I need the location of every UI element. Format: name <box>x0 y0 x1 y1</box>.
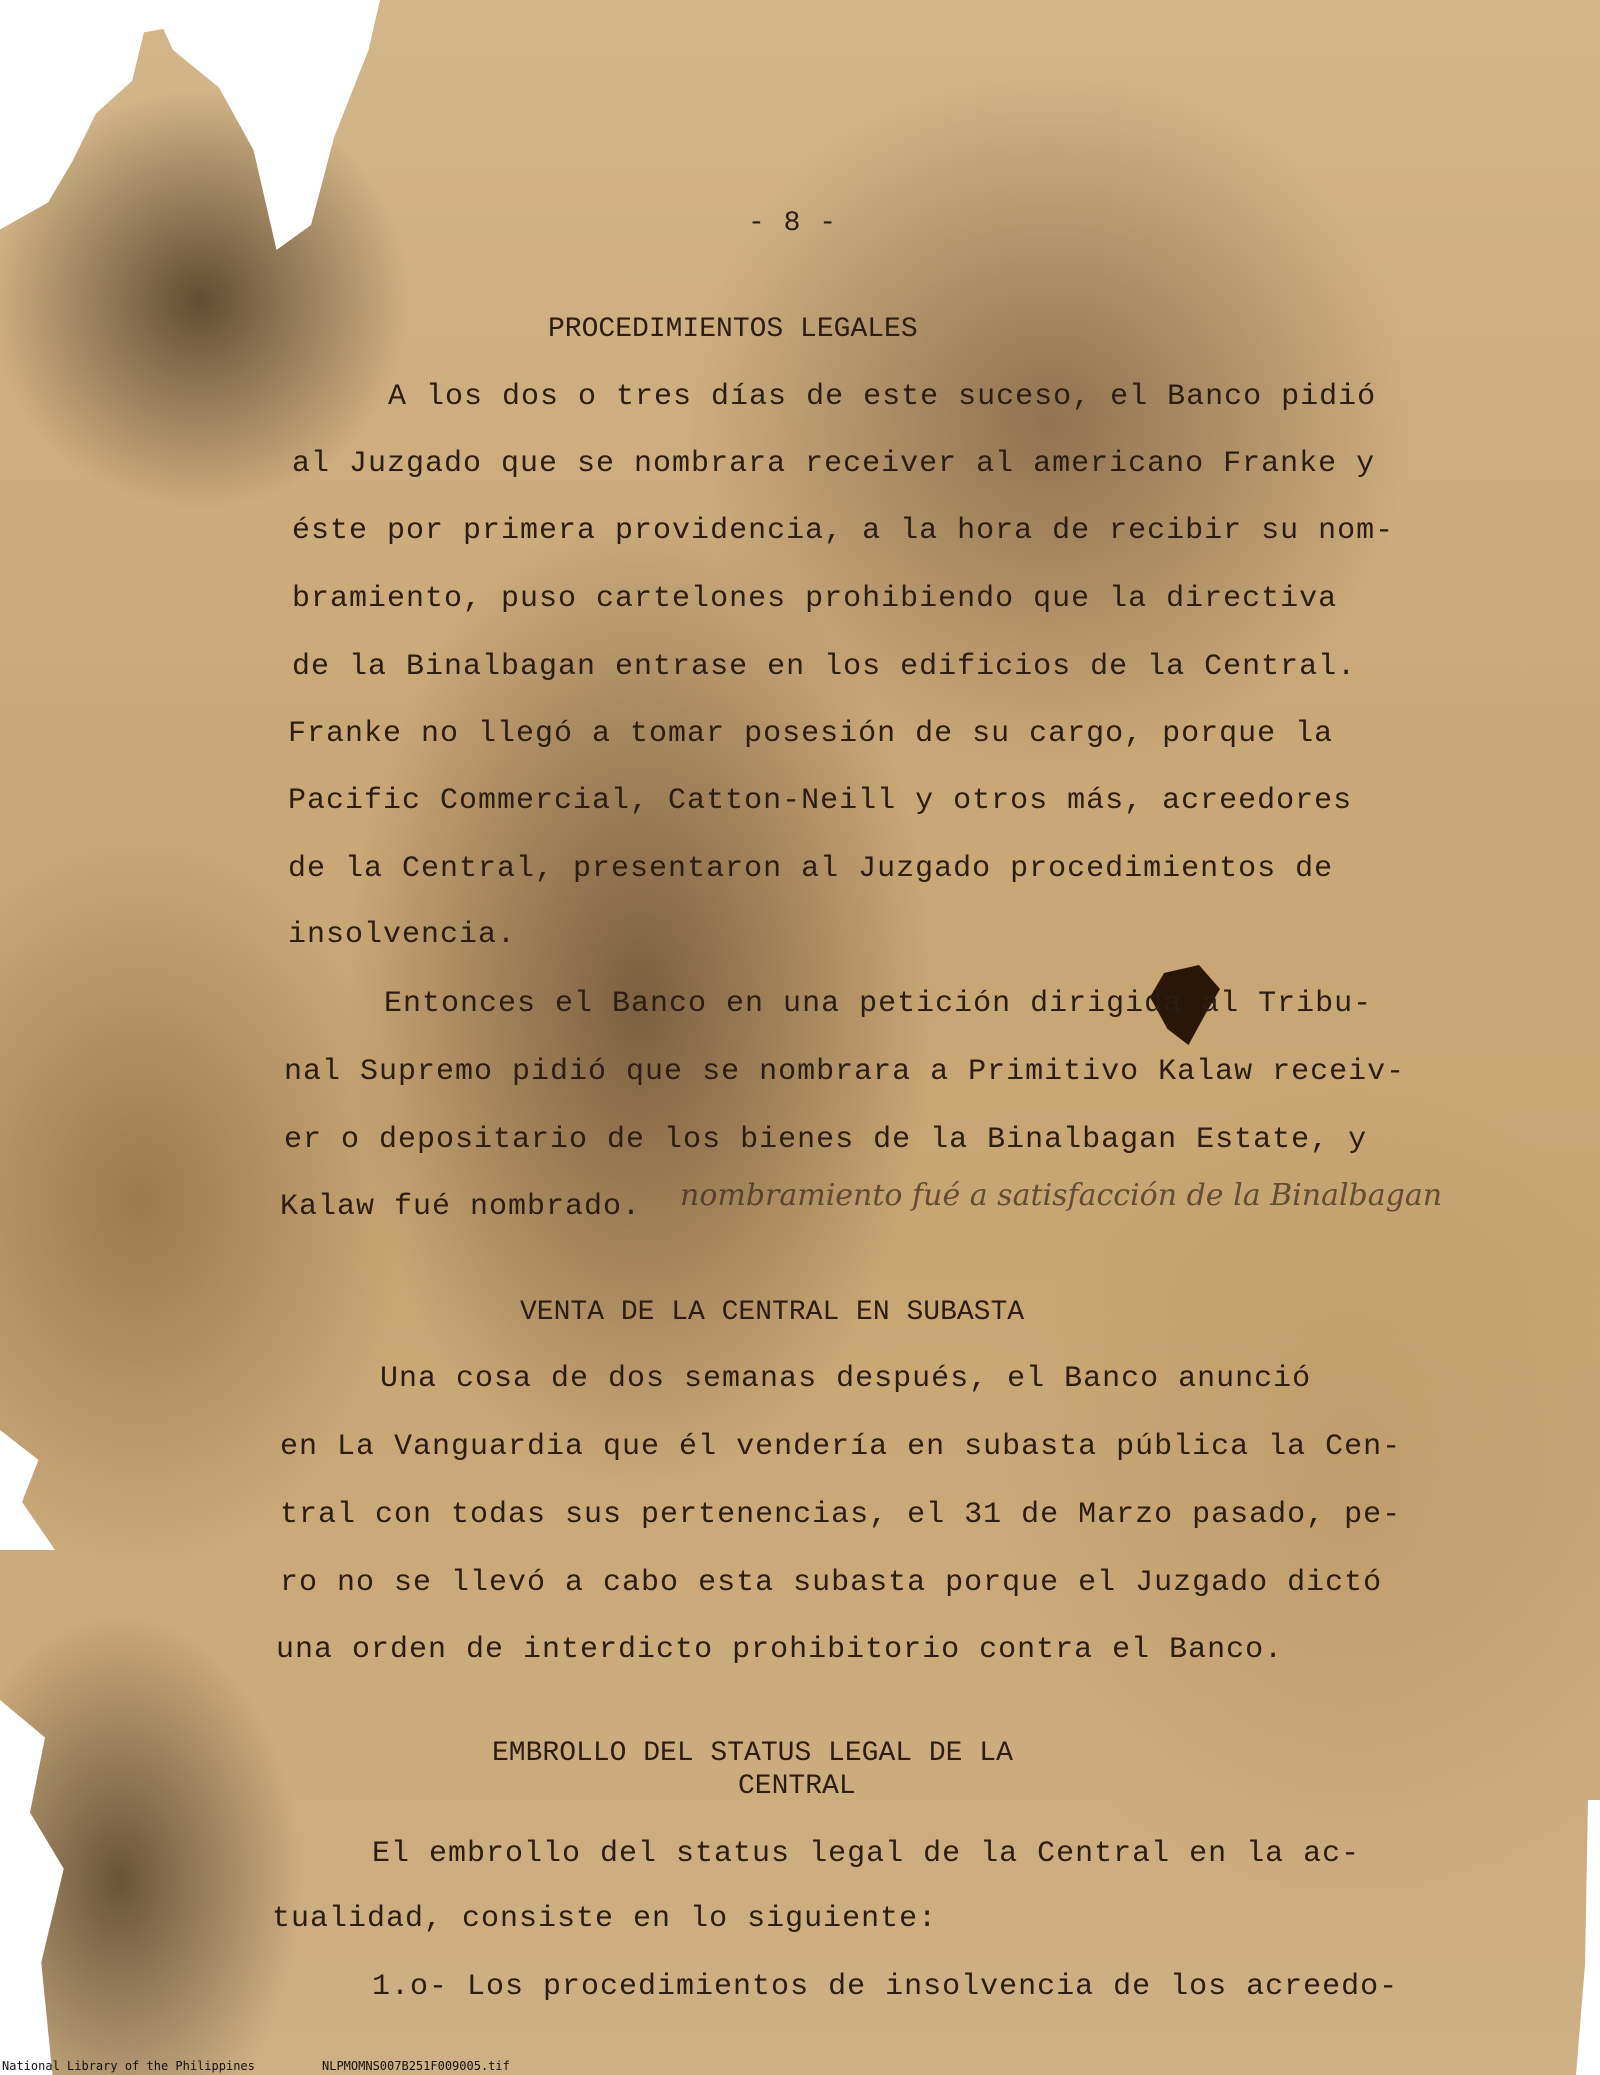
text-line: Entonces el Banco en una petición dirigida al Tribu- <box>384 987 1373 1021</box>
torn-edge <box>0 1700 75 2075</box>
section-heading: EMBROLLO DEL STATUS LEGAL DE LA <box>492 1738 1013 1769</box>
text-line: tral con todas sus pertenencias, el 31 de Marzo pasado, pe- <box>280 1498 1402 1532</box>
text-line: El embrollo del status legal de la Central en la ac- <box>372 1837 1361 1871</box>
text-line: de la Central, presentaron al Juzgado procedimientos de <box>288 852 1334 886</box>
text-line: insolvencia. <box>288 918 517 952</box>
text-line: éste por primera providencia, a la hora de recibir su nom- <box>292 514 1395 548</box>
text-line: una orden de interdicto prohibitorio contra el Banco. <box>276 1633 1284 1667</box>
text-line: 1.o- Los procedimientos de insolvencia de los acreedo- <box>372 1970 1399 2004</box>
text-line: Una cosa de dos semanas después, el Banco anunció <box>380 1362 1312 1396</box>
torn-edge <box>0 1430 55 1550</box>
section-heading: CENTRAL <box>738 1771 856 1802</box>
text-line: er o depositario de los bienes de la Binalbagan Estate, y <box>284 1123 1368 1157</box>
text-line: en La Vanguardia que él vendería en subasta pública la Cen- <box>280 1430 1402 1464</box>
text-line: ro no se llevó a cabo esta subasta porque el Juzgado dictó <box>280 1566 1383 1600</box>
page-number: - 8 - <box>748 208 838 239</box>
handwritten-note: nombramiento fué a satisfacción de la Binalbagan <box>680 1178 1443 1213</box>
footer-file-name: NLPMOMNS007B251F009005.tif <box>322 2059 510 2073</box>
section-heading: PROCEDIMIENTOS LEGALES <box>548 314 918 345</box>
section-heading: VENTA DE LA CENTRAL EN SUBASTA <box>520 1297 1025 1328</box>
text-line: A los dos o tres días de este suceso, el Banco pidió <box>388 380 1377 414</box>
text-line: bramiento, puso cartelones prohibiendo que la directiva <box>292 582 1338 616</box>
torn-corner <box>150 0 380 250</box>
text-line: Kalaw fué nombrado. <box>280 1190 642 1224</box>
text-line: Franke no llegó a tomar posesión de su cargo, porque la <box>288 717 1334 751</box>
text-line: al Juzgado que se nombrara receiver al americano Franke y <box>292 447 1376 481</box>
text-line: de la Binalbagan entrase en los edificios de la Central. <box>292 650 1357 684</box>
text-line: tualidad, consiste en lo siguiente: <box>272 1902 938 1936</box>
torn-edge <box>1570 1800 1600 2075</box>
footer-library-name: National Library of the Philippines <box>2 2059 255 2073</box>
text-line: Pacific Commercial, Catton-Neill y otros más, acreedores <box>288 784 1353 818</box>
text-line: nal Supremo pidió que se nombrara a Primitivo Kalaw receiv- <box>284 1055 1406 1089</box>
